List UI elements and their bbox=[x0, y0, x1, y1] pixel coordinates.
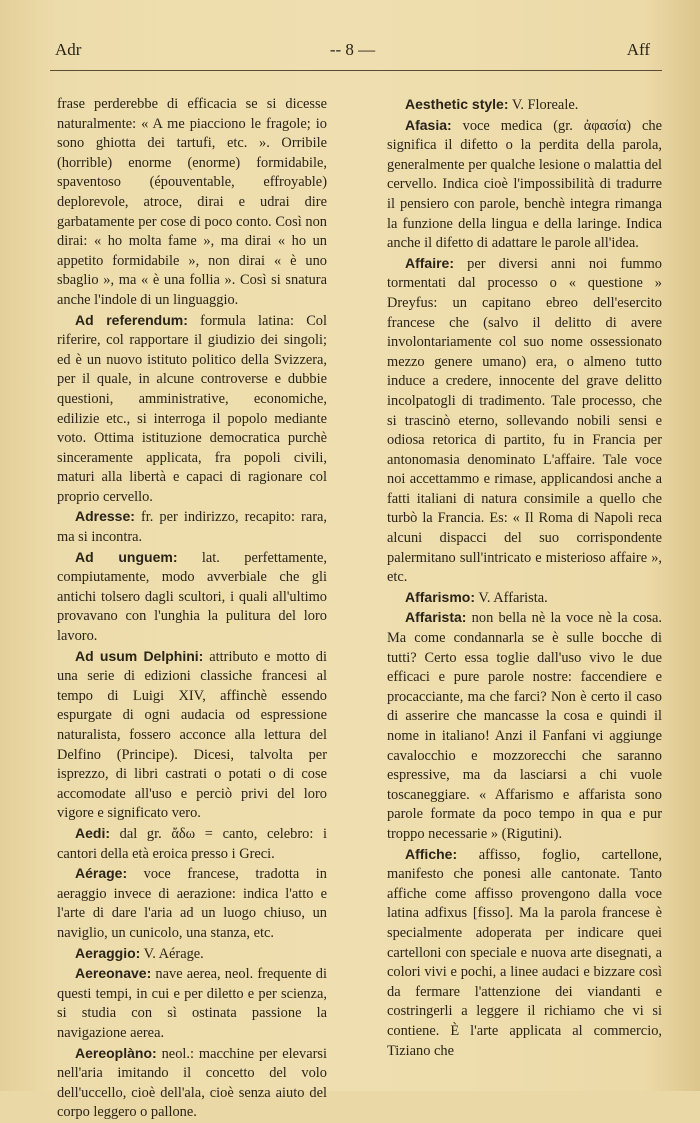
entry bbox=[57, 864, 327, 943]
headword: Aérage: bbox=[75, 865, 128, 882]
entry bbox=[387, 608, 662, 844]
entry bbox=[387, 95, 662, 116]
headword: Affaire: bbox=[405, 254, 455, 271]
definition: non bella nè la voce nè la cosa. Ma come condannarla se è sulle bocche di tutti? Certo essa toglie dall'uso vivo le due efficaci e pure parole nostre: faccendiere e procacciante, ma che farci? Non è certo il caso di asserire che mancasse la cosa e quindi il nome in italiano! Anzi il Fanfani vi aggiunge cavalocchio e mozzorecchi che saranno espressive, ma da lasciarsi a chi vuole toscaneggiare. « Affarismo e affarista sono parole formate da poco tempo in qua e pur troppo necessarie » (Rigutini). bbox=[387, 610, 662, 842]
entry bbox=[57, 824, 327, 864]
left-column bbox=[57, 95, 327, 1123]
definition: voce francese, tradotta in aeraggio invece di aerazione: indica l'atto e l'arte di dare l'aria ad un luogo chiuso, un naviglio, un cunicolo, una stanza, etc. bbox=[57, 866, 327, 941]
headword: Affarista: bbox=[405, 609, 467, 626]
definition: V. Floreale. bbox=[508, 97, 579, 113]
definition: voce medica (gr. ἀφασία) che significa il difetto o la perdita della parola, generalmente per qualche lesione o malattia del cervello. Indica cioè l'impossibilità di tradurre il pensiero con parole, benchè integra rimanga la funzione della lingua e della laringe. Indica anche il difetto di adattare le parole all'idea. bbox=[387, 117, 662, 252]
definition: lat. perfettamente, compiutamente, modo avverbiale che gli antichi tolsero dagli scultori, i quali all'ultimo provavano con l'unghia la pulitura del loro lavoro. bbox=[57, 549, 328, 645]
header-left-guideword: Adr bbox=[55, 40, 82, 59]
headword: Aereonave: bbox=[75, 965, 152, 982]
headword: Affarismo: bbox=[405, 588, 476, 605]
entry bbox=[387, 254, 662, 588]
definition: fr. per indirizzo, recapito: rara, ma si incontra. bbox=[57, 509, 327, 546]
headword: Ad referendum: bbox=[75, 311, 188, 328]
definition: V. Affarista. bbox=[475, 589, 548, 606]
page-number: -- 8 — bbox=[329, 40, 376, 59]
entry bbox=[57, 548, 327, 647]
headword: Aedi: bbox=[75, 824, 110, 841]
definition: V. Aérage. bbox=[140, 945, 204, 962]
definition: neol.: macchine per elevarsi nell'aria imitando il concetto del volo dell'uccello, cioè dell'ala, cioè senza aiuto del corpo leggero o pallone. bbox=[57, 1045, 327, 1121]
entry bbox=[387, 845, 662, 1062]
definition: nave aerea, neol. frequente di questi tempi, in cui e per diletto e per scienza, si studia con sì ostinata passione la navigazione aerea. bbox=[57, 966, 327, 1041]
headword: Aesthetic style: bbox=[405, 96, 509, 112]
header-rule bbox=[50, 70, 662, 71]
entry bbox=[57, 944, 327, 965]
headword: Ad usum Delphini: bbox=[75, 647, 204, 664]
entry-continuation: frase perderebbe di efficacia se si dicesse naturalmente: « A me piacciono le fragole; io sono ghiotta dei tartufi, etc. ». Orribile (horrible) enorme (enorme) formidabile, spaventoso (épouventable, effroyable) deplorevole, atroce, dirai e udrai dire garbatamente per cose di poco conto. Così non dirai: « ho molta fame », ma dirai « ho un appetito formidabile », non dirai « è uno sbaglio », ma « è una follia ». Così si snatura anche l'indole di un linguaggio. bbox=[57, 96, 327, 308]
headword: Adresse: bbox=[75, 508, 135, 525]
definition: affisso, foglio, cartellone, manifesto che ponesi alle cantonate. Tanto affiche come affisso provengono dalla voce latina adfixus [fisso]. Ma la parola francese è specialmente adoperata per indicare quei cartelloni con speciale e nuova arte disegnati, a colori vivi e pochi, a linee audaci e bizzare così da fermare l'attenzione dei viandanti e costringerli a leggere il richiamo che vi si contiene. È l'arte applicata al commercio, Tiziano che bbox=[387, 846, 662, 1059]
definition: per diversi anni noi fummo tormentati dal processo o « questione » Dreyfus: un capitano ebreo dell'esercito francese che (salvo il delitto di avere involontariamente col suo nome ossessionato mezzo genere umano) era, o almeno tutto induce a credere, innocente del grave delitto incolpatogli di tradimento. Tale processo, che si trascinò eterno, sollevando nobili sensi e odiosa retorica di partito, fu in Francia per antonomasia denominato L'affaire. Tale voce noi accettammo e rimase, applicandosi anche a fatti italiani di natura consimile a quello che turbò la Francia. Es: « Il Roma di Napoli reca alcuni dispacci del suo corrispondente palermitano sull'intricato e misterioso affaire », etc. bbox=[387, 255, 662, 586]
entry bbox=[57, 311, 327, 508]
headword: Ad unguem: bbox=[75, 548, 178, 565]
entry bbox=[57, 647, 327, 824]
definition: attributo e motto di una serie di edizioni classiche francesi al tempo di Luigi XIV, affinchè essendo espurgate di ogni audacia od espressione naturalista, fossero acconce alla lettura del Delfino (Principe). Dicesi, talvolta per isprezzo, di libri castrati o potati o di cose accomodate all'uso e perciò privi del loro vigore e significato vero. bbox=[57, 648, 327, 822]
headword: Afasia: bbox=[405, 116, 452, 133]
entry bbox=[57, 964, 327, 1043]
entry bbox=[387, 116, 662, 254]
right-column bbox=[387, 95, 662, 1061]
headword: Affiche: bbox=[405, 845, 458, 862]
definition: formula latina: Col riferire, col rapportare il giudizio dei singoli; ed è un nuovo istituto politico della Svizzera, per il quale, in alcune controverse e dubbie questioni, amministrative, economiche, edilizie etc., si interroga il popolo mediante voto. Ottima istituzione democratica purchè sinceramente applicata, fra popoli civili, maturi alla libertà e capaci di ragionare col proprio cervello. bbox=[57, 312, 327, 505]
headword: Aereoplàno: bbox=[75, 1044, 157, 1061]
entry bbox=[57, 1044, 327, 1123]
header-right-guideword: Aff bbox=[626, 40, 650, 59]
entry bbox=[57, 507, 327, 547]
definition: dal gr. ἄδω = canto, celebro: i cantori della età eroica presso i Greci. bbox=[57, 825, 327, 862]
headword: Aeraggio: bbox=[75, 944, 141, 961]
entry bbox=[387, 588, 662, 609]
running-header bbox=[55, 40, 650, 64]
